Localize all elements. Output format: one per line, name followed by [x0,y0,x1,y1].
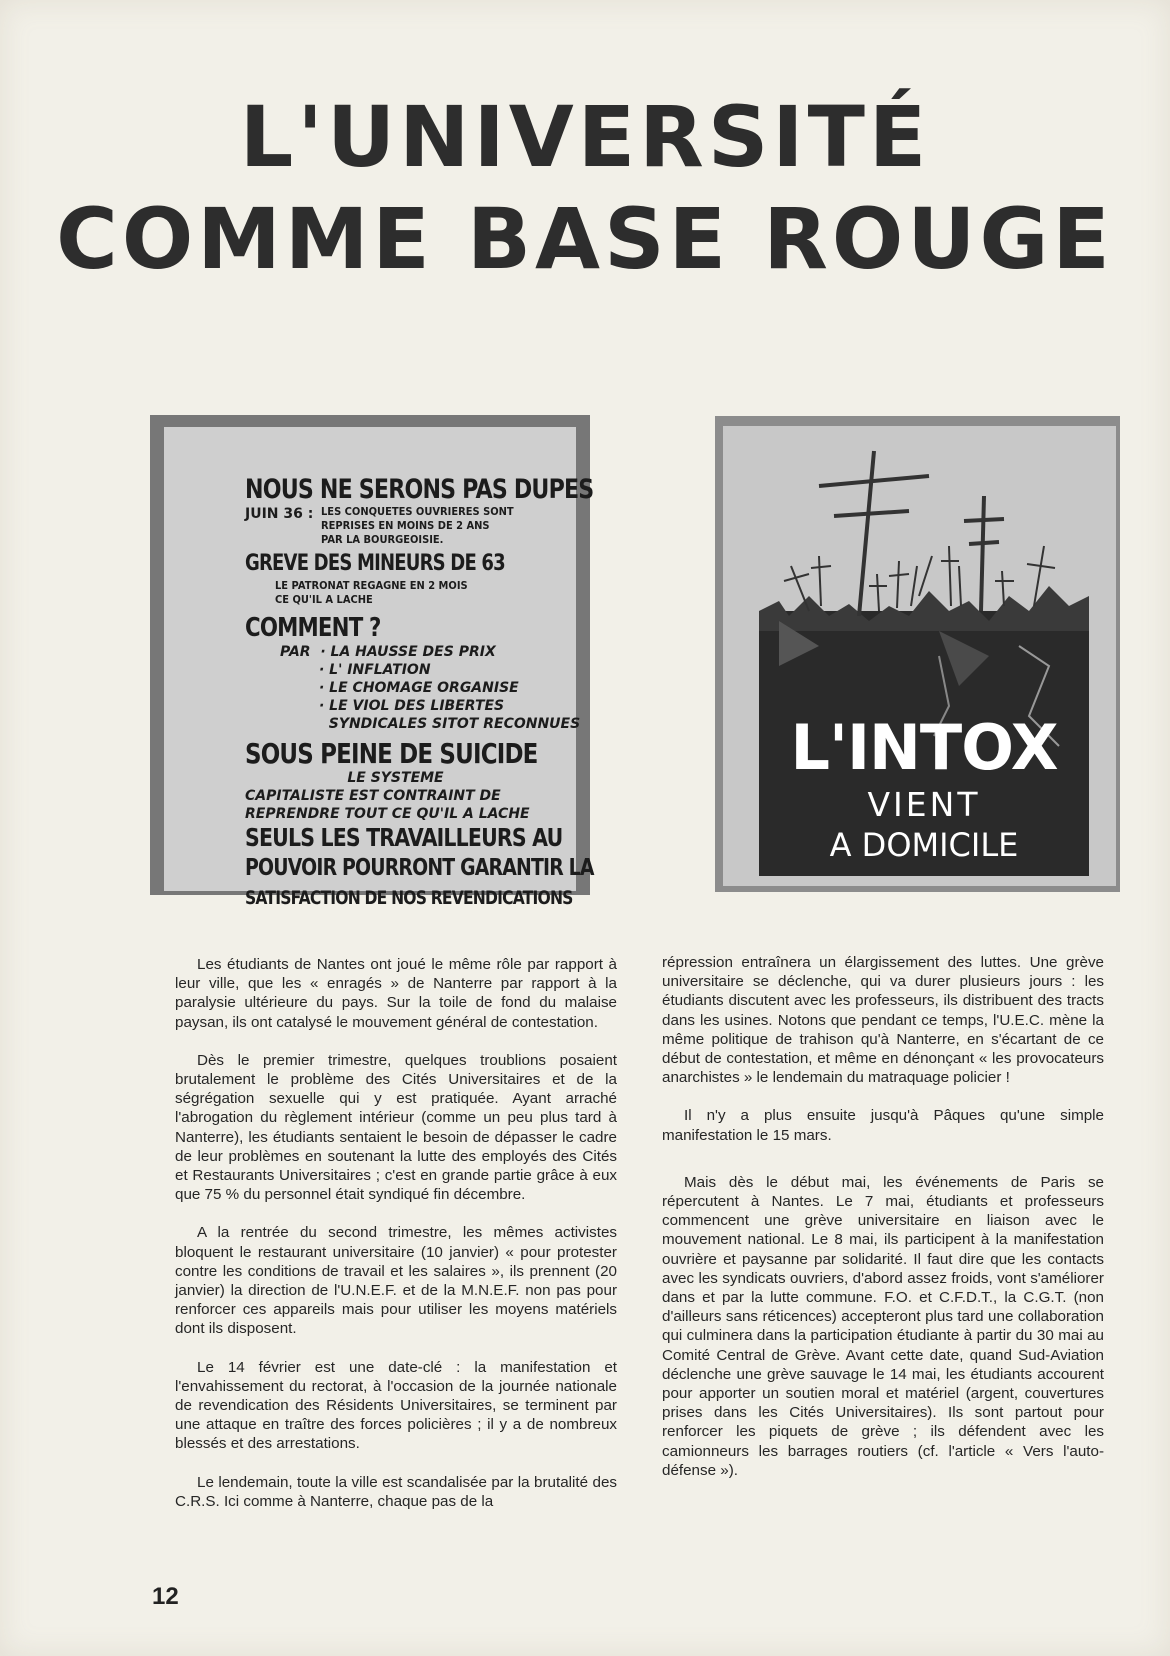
page-number: 12 [152,1583,179,1610]
paragraph: Les étudiants de Nantes ont joué le même rôle par rapport à leur ville, que les « enragés » de Nanterre par rapport à la paralysie ultérieure du pays. Sur la toile de fond du malaise paysan, ils ont catalysé le mouvement général de contestation. [175,956,617,1031]
slogan-text: LE SYSTEME CAPITALISTE EST CONTRAINT DE REPRENDRE TOUT CE QU'IL A LACHE [245,770,530,822]
poster-photo-right [715,416,1120,892]
paragraph: Dès le premier trimestre, quelques troublions posaient brutalement le problème des Cités Universitaires et de la ségrégation sexuelle qui y est pratiquée. Ayant arraché l'abrogation du règlement intérieur (comme un peu plus tard à Nanterre), les étudiants sentaient le besoin de dépasser le cadre de leur problèmes en soutenant la lutte des employés des Cités et Restaurants Universitaires ; c'est en grande partie grâce à eux que 75 % du personnel était syndiqué fin décembre. [175,1051,617,1204]
slogan-line: COMMENT ? [245,613,381,643]
slogan-line: SATISFACTION DE NOS REVENDICATIONS [245,887,573,909]
slogan-label: JUIN 36 : [245,506,314,522]
slogan-line: SEULS LES TRAVAILLEURS AU [245,823,563,852]
paragraph: Le lendemain, toute la ville est scandalisée par la brutalité des C.R.S. Ici comme à Nanterre, chaque pas de la [175,1473,617,1510]
article-column-right [662,953,1104,1499]
page-title-line-2: COMME BASE ROUGE [56,190,1114,288]
slogan-block [245,505,545,547]
paragraph: A la rentrée du second trimestre, les mêmes activistes bloquent le restaurant universitaire (10 janvier) « pour protester contre les conditions de travail et les salaires », ils prennent (20 janvier) la direction de l'U.N.E.F. et de la M.N.E.F. non pas pour renforcer ces appareils mais pour utiliser les moyens matériels dont ils disposent. [175,1224,617,1338]
slogan-line: NOUS NE SERONS PAS DUPES [245,474,594,505]
paragraph: Il n'y a plus ensuite jusqu'à Pâques qu'une simple manifestation le 15 mars. [662,1107,1104,1144]
paragraph: Mais dès le début mai, les événements de Paris se répercutent à Nantes. Le 7 mai, étudiants et professeurs commencent une grève universitaire en liaison avec le mouvement national. Le 8 mai, ils participent à la manifestation ouvrière et paysanne par solidarité. Il faut dire que les contacts avec les syndicats ouvriers, d'abord assez froids, vont s'améliorer dans et par la lutte commune. F.O. et C.F.D.T., la C.G.T. (non d'ailleurs sans réticences) accepteront plus tard une collaboration qui culminera dans la participation étudiante à partir du 30 mai au Comité Central de Grève. Avant cette date, quand Sud-Aviation déclenche une grève sauvage le 14 mai, les étudiants accourent pour apporter un soutien moral et matériel (argent, couvertures prises dans les Cités Universitaires). Ils sont partout pour renforcer les piquets de grève ; ils défendent avec les camionneurs les barrages routiers (cf. l'article « Vers l'auto-défense »). [662,1173,1104,1479]
slogan-text: PAR · LA HAUSSE DES PRIX · L' INFLATION · LE CHOMAGE ORGANISE · LE VIOL DES LIBERTES SYNDICALES SITOT RECONNUES [280,644,581,732]
poster-photo-left [150,415,594,909]
slogan-text: LES CONQUETES OUVRIERES SONT REPRISES EN MOINS DE 2 ANS PAR LA BOURGEOISIE. [321,505,515,546]
article-column-left [175,955,617,1530]
slogan-line: GREVE DES MINEURS DE 63 [245,551,505,576]
paragraph: répression entraînera un élargissement des luttes. Une grève universitaire se déclenche, qui va durer plusieurs jours : les étudiants discutent avec les professeurs, ils distribuent des tracts dans les usines. Notons que pendant ce temps, l'U.E.C. mène la même politique de trahison qu'à Nanterre, en s'écartant de ce début de contestation, et même en dénonçant « les provocateurs anarchistes » le lendemain du matraquage policier ! [662,954,1104,1087]
slogan-line: POUVOIR POURRONT GARANTIR LA [245,855,594,881]
slogan-text: LE PATRONAT REGAGNE EN 2 MOIS CE QU'IL A LACHE [275,579,468,606]
slogan-line: SOUS PEINE DE SUICIDE [245,737,538,770]
poster-subline: A DOMICILE [829,826,1019,864]
page-title-line-1: L'UNIVERSITÉ [239,88,931,186]
paragraph: Le 14 février est une date-clé : la manifestation et l'envahissement du rectorat, à l'occasion de la journée nationale de revendication des Résidents Universitaires, se terminent par une attaque en traître des forces policières ; il y a de nombreux blessés et des arrestations. [175,1358,617,1453]
poster-headline: L'INTOX [790,711,1058,784]
poster-subline: VIENT [867,785,981,824]
poster-slogans [245,474,594,913]
